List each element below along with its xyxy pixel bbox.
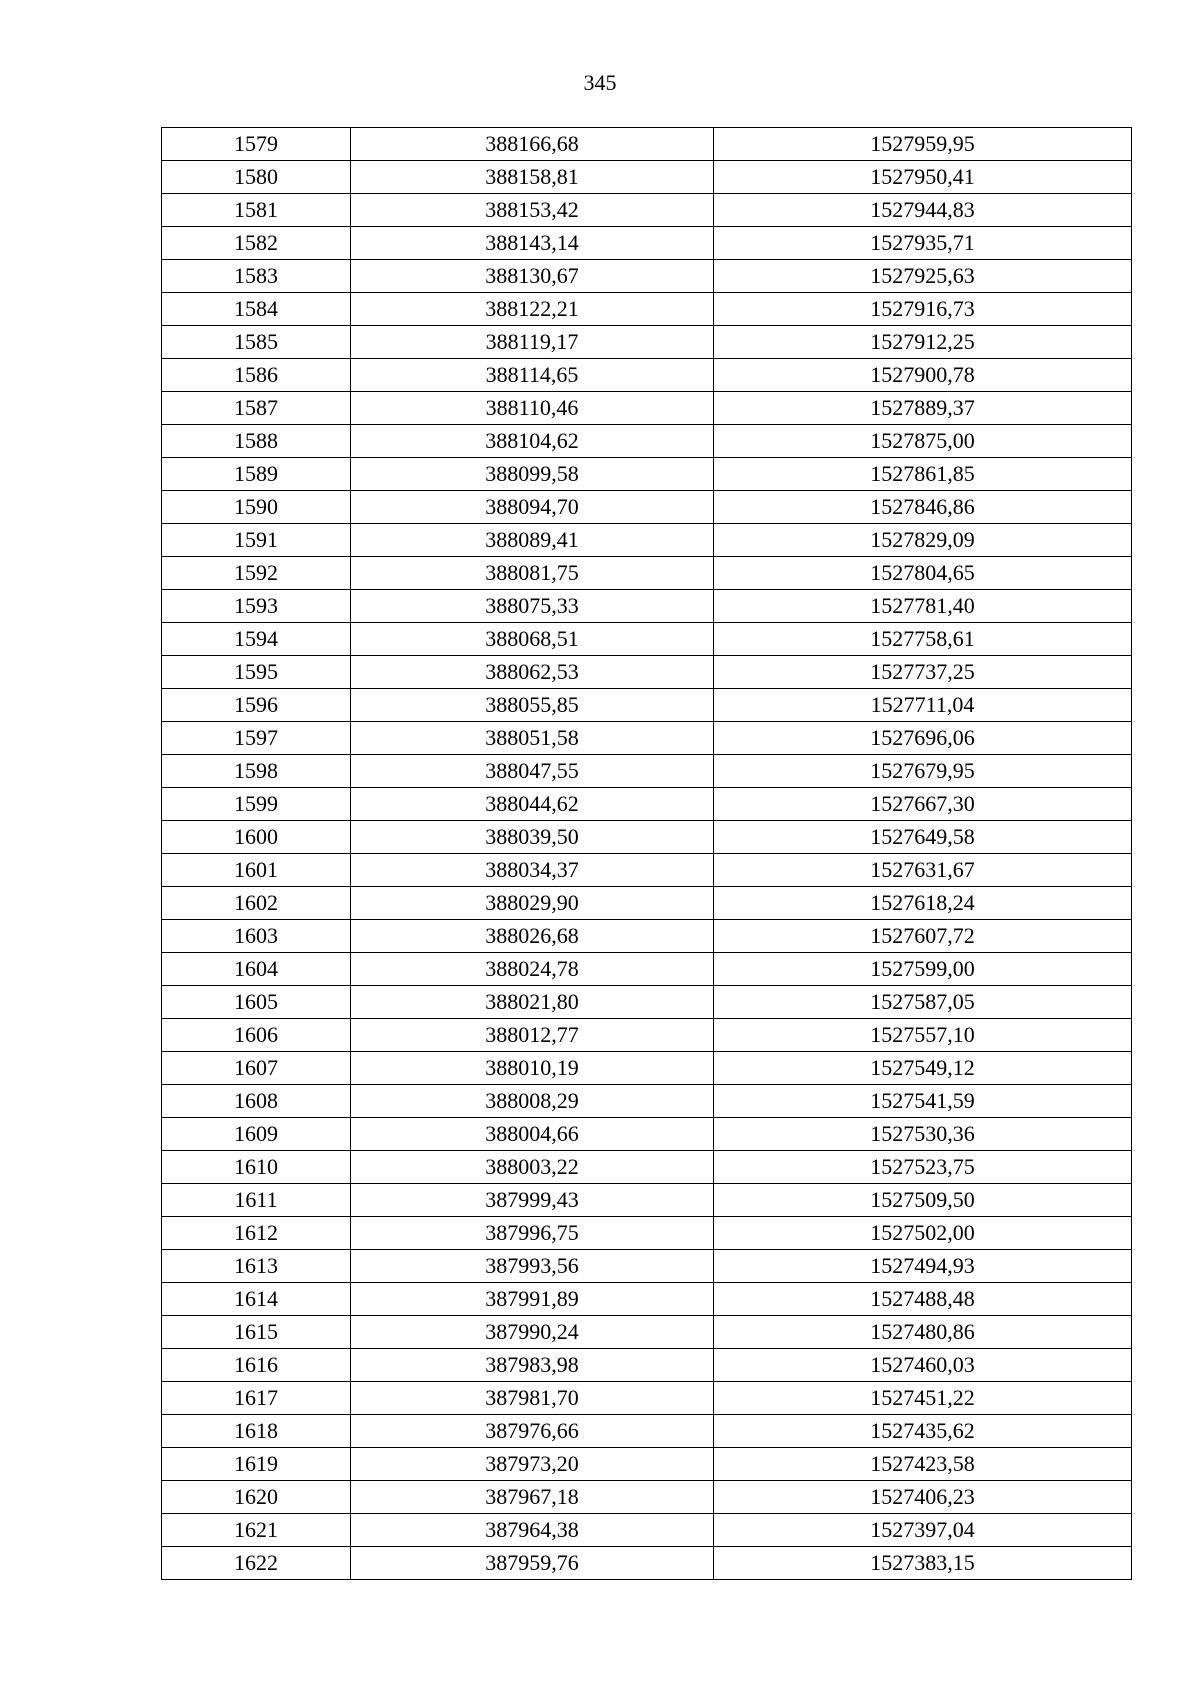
point-number-cell: 1587 <box>162 392 351 425</box>
point-number-cell: 1614 <box>162 1283 351 1316</box>
point-number-cell: 1597 <box>162 722 351 755</box>
y-coordinate-cell: 1527861,85 <box>714 458 1132 491</box>
x-coordinate-cell: 388075,33 <box>351 590 714 623</box>
y-coordinate-cell: 1527944,83 <box>714 194 1132 227</box>
y-coordinate-cell: 1527631,67 <box>714 854 1132 887</box>
table-row <box>162 1184 1132 1217</box>
point-number-cell: 1618 <box>162 1415 351 1448</box>
y-coordinate-cell: 1527935,71 <box>714 227 1132 260</box>
table-row <box>162 887 1132 920</box>
y-coordinate-cell: 1527846,86 <box>714 491 1132 524</box>
table-row <box>162 1382 1132 1415</box>
point-number-cell: 1611 <box>162 1184 351 1217</box>
y-coordinate-cell: 1527509,50 <box>714 1184 1132 1217</box>
y-coordinate-cell: 1527667,30 <box>714 788 1132 821</box>
y-coordinate-cell: 1527460,03 <box>714 1349 1132 1382</box>
point-number-cell: 1622 <box>162 1547 351 1580</box>
table-row <box>162 953 1132 986</box>
point-number-cell: 1603 <box>162 920 351 953</box>
y-coordinate-cell: 1527480,86 <box>714 1316 1132 1349</box>
table-row <box>162 1448 1132 1481</box>
x-coordinate-cell: 388021,80 <box>351 986 714 1019</box>
y-coordinate-cell: 1527397,04 <box>714 1514 1132 1547</box>
x-coordinate-cell: 387991,89 <box>351 1283 714 1316</box>
x-coordinate-cell: 388008,29 <box>351 1085 714 1118</box>
table-row <box>162 689 1132 722</box>
y-coordinate-cell: 1527829,09 <box>714 524 1132 557</box>
table-row <box>162 392 1132 425</box>
table-row <box>162 1349 1132 1382</box>
point-number-cell: 1586 <box>162 359 351 392</box>
table-row <box>162 1217 1132 1250</box>
table-row <box>162 128 1132 161</box>
point-number-cell: 1582 <box>162 227 351 260</box>
table-row <box>162 854 1132 887</box>
y-coordinate-cell: 1527587,05 <box>714 986 1132 1019</box>
table-row <box>162 1019 1132 1052</box>
x-coordinate-cell: 388029,90 <box>351 887 714 920</box>
y-coordinate-cell: 1527523,75 <box>714 1151 1132 1184</box>
y-coordinate-cell: 1527406,23 <box>714 1481 1132 1514</box>
point-number-cell: 1579 <box>162 128 351 161</box>
y-coordinate-cell: 1527875,00 <box>714 425 1132 458</box>
table-row <box>162 260 1132 293</box>
y-coordinate-cell: 1527618,24 <box>714 887 1132 920</box>
y-coordinate-cell: 1527758,61 <box>714 623 1132 656</box>
point-number-cell: 1606 <box>162 1019 351 1052</box>
y-coordinate-cell: 1527889,37 <box>714 392 1132 425</box>
x-coordinate-cell: 387964,38 <box>351 1514 714 1547</box>
y-coordinate-cell: 1527599,00 <box>714 953 1132 986</box>
y-coordinate-cell: 1527900,78 <box>714 359 1132 392</box>
x-coordinate-cell: 388104,62 <box>351 425 714 458</box>
table-row <box>162 1316 1132 1349</box>
point-number-cell: 1607 <box>162 1052 351 1085</box>
table-row <box>162 1514 1132 1547</box>
y-coordinate-cell: 1527530,36 <box>714 1118 1132 1151</box>
table-row <box>162 359 1132 392</box>
y-coordinate-cell: 1527557,10 <box>714 1019 1132 1052</box>
point-number-cell: 1585 <box>162 326 351 359</box>
y-coordinate-cell: 1527451,22 <box>714 1382 1132 1415</box>
table-row <box>162 986 1132 1019</box>
x-coordinate-cell: 388158,81 <box>351 161 714 194</box>
point-number-cell: 1621 <box>162 1514 351 1547</box>
y-coordinate-cell: 1527435,62 <box>714 1415 1132 1448</box>
point-number-cell: 1613 <box>162 1250 351 1283</box>
x-coordinate-cell: 388062,53 <box>351 656 714 689</box>
table-row <box>162 788 1132 821</box>
page-number: 345 <box>583 70 617 95</box>
point-number-cell: 1593 <box>162 590 351 623</box>
point-number-cell: 1601 <box>162 854 351 887</box>
table-row <box>162 227 1132 260</box>
point-number-cell: 1591 <box>162 524 351 557</box>
x-coordinate-cell: 388130,67 <box>351 260 714 293</box>
x-coordinate-cell: 388010,19 <box>351 1052 714 1085</box>
point-number-cell: 1604 <box>162 953 351 986</box>
point-number-cell: 1594 <box>162 623 351 656</box>
y-coordinate-cell: 1527549,12 <box>714 1052 1132 1085</box>
table-row <box>162 491 1132 524</box>
table-row <box>162 326 1132 359</box>
y-coordinate-cell: 1527737,25 <box>714 656 1132 689</box>
table-row <box>162 1085 1132 1118</box>
x-coordinate-cell: 388039,50 <box>351 821 714 854</box>
x-coordinate-cell: 388012,77 <box>351 1019 714 1052</box>
point-number-cell: 1605 <box>162 986 351 1019</box>
x-coordinate-cell: 388051,58 <box>351 722 714 755</box>
point-number-cell: 1592 <box>162 557 351 590</box>
point-number-cell: 1608 <box>162 1085 351 1118</box>
x-coordinate-cell: 388089,41 <box>351 524 714 557</box>
table-row <box>162 161 1132 194</box>
table-row <box>162 524 1132 557</box>
y-coordinate-cell: 1527679,95 <box>714 755 1132 788</box>
point-number-cell: 1589 <box>162 458 351 491</box>
x-coordinate-cell: 387976,66 <box>351 1415 714 1448</box>
x-coordinate-cell: 388068,51 <box>351 623 714 656</box>
y-coordinate-cell: 1527488,48 <box>714 1283 1132 1316</box>
point-number-cell: 1609 <box>162 1118 351 1151</box>
y-coordinate-cell: 1527502,00 <box>714 1217 1132 1250</box>
y-coordinate-cell: 1527541,59 <box>714 1085 1132 1118</box>
x-coordinate-cell: 388094,70 <box>351 491 714 524</box>
point-number-cell: 1615 <box>162 1316 351 1349</box>
table-row <box>162 1250 1132 1283</box>
x-coordinate-cell: 387959,76 <box>351 1547 714 1580</box>
x-coordinate-cell: 388122,21 <box>351 293 714 326</box>
table-row <box>162 656 1132 689</box>
x-coordinate-cell: 388166,68 <box>351 128 714 161</box>
x-coordinate-cell: 388026,68 <box>351 920 714 953</box>
x-coordinate-cell: 387993,56 <box>351 1250 714 1283</box>
y-coordinate-cell: 1527916,73 <box>714 293 1132 326</box>
point-number-cell: 1616 <box>162 1349 351 1382</box>
table-row <box>162 1052 1132 1085</box>
y-coordinate-cell: 1527696,06 <box>714 722 1132 755</box>
point-number-cell: 1588 <box>162 425 351 458</box>
y-coordinate-cell: 1527607,72 <box>714 920 1132 953</box>
table-row <box>162 458 1132 491</box>
x-coordinate-cell: 388004,66 <box>351 1118 714 1151</box>
table-row <box>162 557 1132 590</box>
x-coordinate-cell: 388003,22 <box>351 1151 714 1184</box>
table-row <box>162 194 1132 227</box>
x-coordinate-cell: 388055,85 <box>351 689 714 722</box>
x-coordinate-cell: 388044,62 <box>351 788 714 821</box>
point-number-cell: 1620 <box>162 1481 351 1514</box>
x-coordinate-cell: 387990,24 <box>351 1316 714 1349</box>
point-number-cell: 1580 <box>162 161 351 194</box>
y-coordinate-cell: 1527494,93 <box>714 1250 1132 1283</box>
point-number-cell: 1598 <box>162 755 351 788</box>
y-coordinate-cell: 1527649,58 <box>714 821 1132 854</box>
table-row <box>162 1151 1132 1184</box>
x-coordinate-cell: 387973,20 <box>351 1448 714 1481</box>
x-coordinate-cell: 388047,55 <box>351 755 714 788</box>
y-coordinate-cell: 1527912,25 <box>714 326 1132 359</box>
y-coordinate-cell: 1527959,95 <box>714 128 1132 161</box>
point-number-cell: 1617 <box>162 1382 351 1415</box>
table-row <box>162 590 1132 623</box>
point-number-cell: 1595 <box>162 656 351 689</box>
coordinates-table-body <box>162 128 1132 1580</box>
table-row <box>162 623 1132 656</box>
y-coordinate-cell: 1527804,65 <box>714 557 1132 590</box>
point-number-cell: 1596 <box>162 689 351 722</box>
y-coordinate-cell: 1527781,40 <box>714 590 1132 623</box>
x-coordinate-cell: 388110,46 <box>351 392 714 425</box>
x-coordinate-cell: 388119,17 <box>351 326 714 359</box>
y-coordinate-cell: 1527925,63 <box>714 260 1132 293</box>
table-row <box>162 755 1132 788</box>
point-number-cell: 1612 <box>162 1217 351 1250</box>
point-number-cell: 1600 <box>162 821 351 854</box>
x-coordinate-cell: 387983,98 <box>351 1349 714 1382</box>
point-number-cell: 1581 <box>162 194 351 227</box>
x-coordinate-cell: 387967,18 <box>351 1481 714 1514</box>
table-row <box>162 1481 1132 1514</box>
y-coordinate-cell: 1527950,41 <box>714 161 1132 194</box>
x-coordinate-cell: 388081,75 <box>351 557 714 590</box>
x-coordinate-cell: 388099,58 <box>351 458 714 491</box>
x-coordinate-cell: 387999,43 <box>351 1184 714 1217</box>
table-row <box>162 920 1132 953</box>
table-row <box>162 722 1132 755</box>
x-coordinate-cell: 388024,78 <box>351 953 714 986</box>
coordinates-table <box>161 127 1132 1580</box>
table-row <box>162 293 1132 326</box>
table-row <box>162 1547 1132 1580</box>
y-coordinate-cell: 1527711,04 <box>714 689 1132 722</box>
table-row <box>162 1118 1132 1151</box>
point-number-cell: 1584 <box>162 293 351 326</box>
table-row <box>162 821 1132 854</box>
y-coordinate-cell: 1527383,15 <box>714 1547 1132 1580</box>
y-coordinate-cell: 1527423,58 <box>714 1448 1132 1481</box>
point-number-cell: 1583 <box>162 260 351 293</box>
x-coordinate-cell: 388034,37 <box>351 854 714 887</box>
table-row <box>162 1415 1132 1448</box>
table-row <box>162 425 1132 458</box>
point-number-cell: 1610 <box>162 1151 351 1184</box>
point-number-cell: 1619 <box>162 1448 351 1481</box>
point-number-cell: 1599 <box>162 788 351 821</box>
x-coordinate-cell: 387996,75 <box>351 1217 714 1250</box>
table-row <box>162 1283 1132 1316</box>
x-coordinate-cell: 388114,65 <box>351 359 714 392</box>
point-number-cell: 1590 <box>162 491 351 524</box>
point-number-cell: 1602 <box>162 887 351 920</box>
x-coordinate-cell: 388153,42 <box>351 194 714 227</box>
x-coordinate-cell: 388143,14 <box>351 227 714 260</box>
x-coordinate-cell: 387981,70 <box>351 1382 714 1415</box>
